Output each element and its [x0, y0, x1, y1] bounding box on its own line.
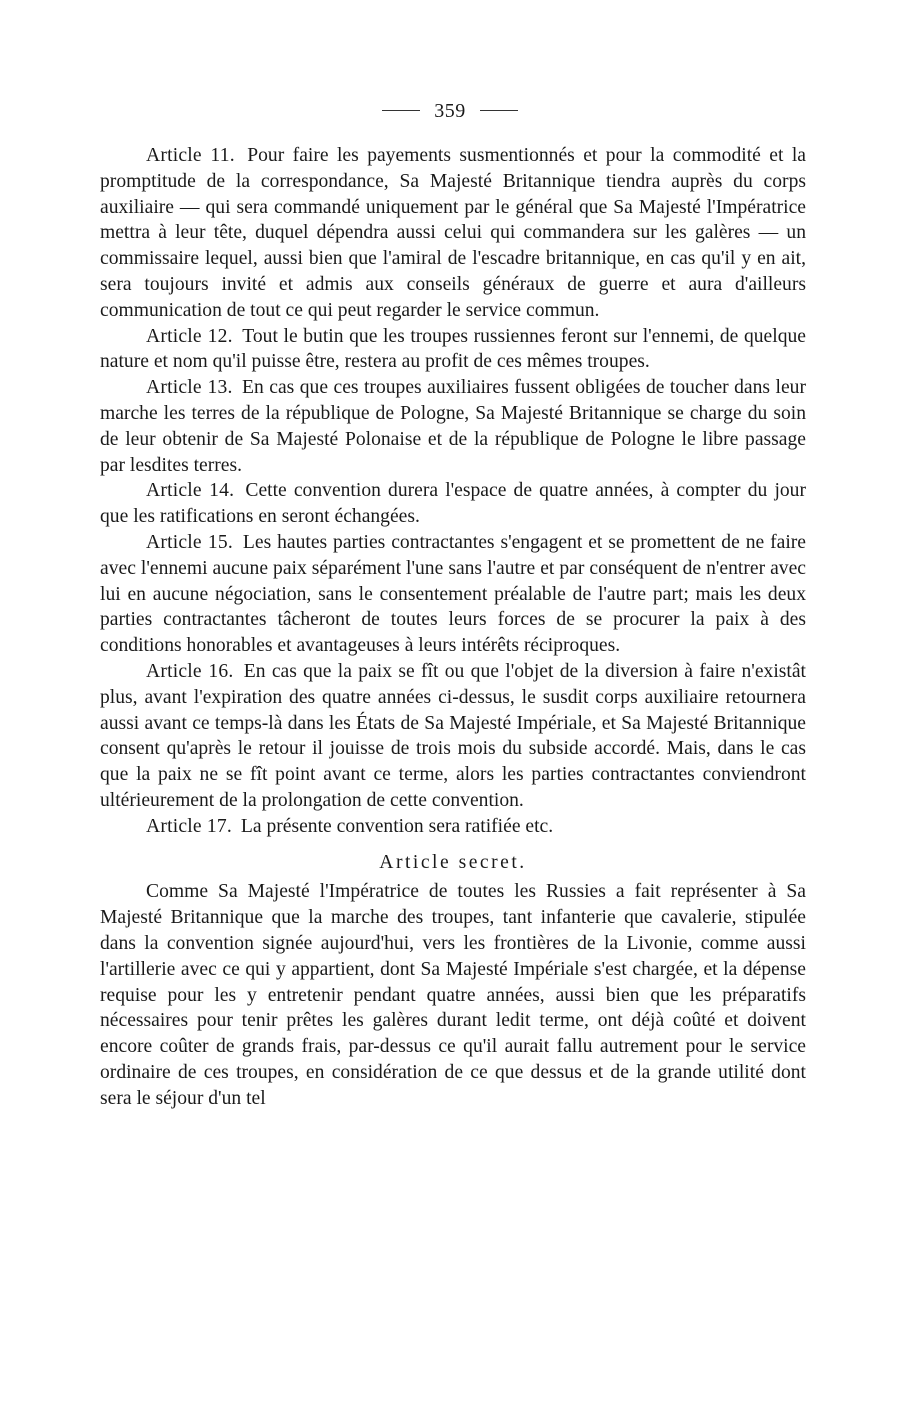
secret-article-title: Article secret.: [379, 851, 527, 873]
article-label: Article 13.: [146, 377, 233, 399]
article-12: [100, 324, 806, 376]
article-text: Tout le butin que les troupes russiennes feront sur l'ennemi, de quelque nature et nom qu'il puisse être, restera au profit de ces mêmes troupes.: [100, 325, 806, 373]
article-14: [100, 478, 806, 530]
article-text: Cette convention durera l'espace de quatre années, à compter du jour que les ratifications en seront échangées.: [100, 480, 807, 528]
article-16: [100, 659, 806, 814]
article-17: [100, 814, 806, 840]
article-11: [100, 143, 806, 324]
article-label: Article 12.: [146, 325, 233, 347]
article-text: Pour faire les payements susmentionnés et pour la commodité et la promptitude de la correspondance, Sa Majesté Britannique tiendra auprès du corps auxiliaire — qui sera commandé uniquement par le général que Sa Majesté l'Impératrice mettra à leur tête, duquel dépendra aussi celui qui commandera sur les galères — un commissaire lequel, aussi bien que l'amiral de l'escadre britannique, en cas qu'il y en ait, sera toujours invité et admis aux conseils généraux de guerre et aura d'ailleurs communication de tout ce qui peut regarder le service commun.: [100, 145, 806, 321]
body-text: [100, 143, 806, 1111]
header-dash-right: [480, 110, 518, 111]
article-label: Article 16.: [146, 660, 234, 682]
article-label: Article 11.: [146, 145, 235, 166]
article-label: Article 15.: [146, 531, 233, 553]
article-label: Article 17.: [146, 815, 232, 837]
page-header: [0, 96, 900, 126]
page-number: 359: [434, 100, 466, 122]
article-text: Les hautes parties contractantes s'engagent et se promettent de ne faire avec l'ennemi aucune paix séparément l'une sans l'autre et par conséquent de n'entrer avec lui en aucune négociation, sans le consentement préalable de l'autre part; mais les deux parties contractantes tâcheront de toutes leurs forces de se procurer la paix à des conditions honorables et avantageuses à leurs intérêts réciproques.: [100, 531, 806, 657]
secret-article-text: Comme Sa Majesté l'Impératrice de toutes les Russies a fait représenter à Sa Majesté Britannique que la marche des troupes, tant infanterie que cavalerie, stipulée dans la convention signée aujourd'hui, vers les frontières de la Livonie, comme aussi l'artillerie avec ce qui y appartient, dont Sa Majesté Impériale s'est chargée, et la dépense requise pour les y entretenir pendant quatre années, aussi bien que les préparatifs nécessaires pour tenir prêtes les galères durant ledit terme, ont déjà coûté et doivent encore coûter de grands frais, par-dessus ce qu'il aurait fallu autrement pour le service ordinaire de ces troupes, en considération de ce que dessus et de la grande utilité dont sera le séjour d'un tel: [100, 881, 806, 1109]
article-15: [100, 530, 806, 659]
article-text: La présente convention sera ratifiée etc.: [240, 815, 554, 837]
header-dash-left: [382, 110, 420, 111]
article-label: Article 14.: [146, 480, 235, 502]
article-13: [100, 375, 806, 478]
article-text: En cas que la paix se fît ou que l'objet de la diversion à faire n'existât plus, avant l'expiration des quatre années ci-dessus, le susdit corps auxiliaire retournera aussi avant ce temps-là dans les États de Sa Majesté Impériale, et Sa Majesté Britannique consent qu'après le retour il jouisse de trois mois du subside accordé. Mais, dans le cas que la paix ne se fît point avant ce terme, alors les parties contractantes conviendront ultérieurement de la prolongation de cette convention.: [100, 660, 806, 811]
article-text: En cas que ces troupes auxiliaires fussent obligées de toucher dans leur marche les terres de la république de Pologne, Sa Majesté Britannique se charge du soin de leur obtenir de Sa Majesté Polonaise et de la république de Pologne le libre passage par lesdites terres.: [100, 377, 806, 476]
